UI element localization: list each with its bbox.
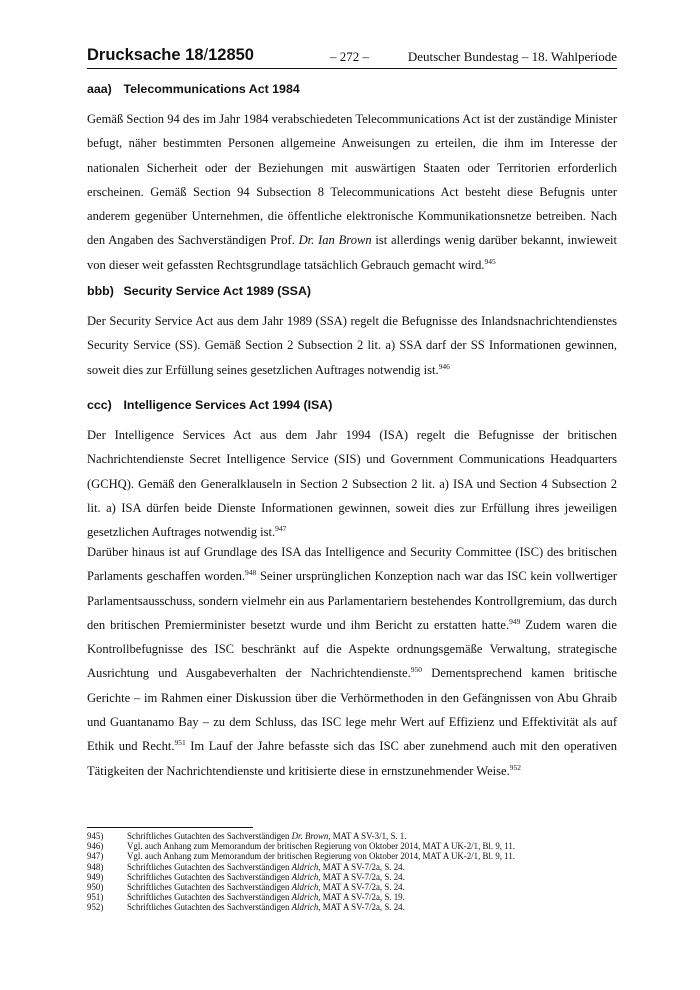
footnote-ref[interactable]: 949 <box>509 616 521 626</box>
footnote: 951) Schriftliches Gutachten des Sachverständigen Aldrich, MAT A SV-7/2a, S. 19. <box>87 892 405 903</box>
paragraph-isc: Darüber hinaus ist auf Grundlage des ISA das Intelligence and Security Committee (ISC) des britischen Parlaments geschaffen worden.$^{948}$ Seiner ursprünglichen Konzeption nach war das ISC kein vollwertiger Parlamentsausschuss, sondern vielmehr ein aus Parlamentariern bestehendes Kontrollgremium, das durch den britischen Premierminister besetzt wurde und ihm Bericht zu erstatten hatte.$^{949}$ Zudem waren die Kontrollbefugnisse des ISC beschränkt auf die Aspekte ordnungsgemäße Verwaltung, strategische Ausrichtung und Ausgabeverhalten der Nachrichtendienste.$^{950}$ Dementsprechend kamen britische Gerichte – im Rahmen einer Diskussion über die Verhörmethoden in den Gefängnissen von Abu Ghraib und Guantanamo Bay – zu dem Schluss, das ISC lege mehr Wert auf Effizienz und Effektivität als auf Ethik und Recht.$^{951}$ Im Lauf der Jahre befasste sich das ISC aber zunehmend auch mit den operativen Tätigkeiten der Nachrichtendienste und kritisierte diese in ernstzunehmender Weise.$^{952}$ <box>87 545 618 778</box>
paragraph-telecommunications-act: Gemäß Section 94 des im Jahr 1984 verabschiedeten Telecommunications Act ist der zuständige Minister befugt, näher bestimmten Personen allgemeine Anweisungen zu erteilen, die ihm im Interesse der nationalen Sicherheit oder der Beziehungen mit auswärtigen Staaten oder Territorien erforderlich erscheinen. Gemäß Section 94 Subsection 8 Telecommunications Act besteht diese Befugnis unter anderem gegenüber Unternehmen, die öffentliche elektronische Kommunikationsnetze betreiben. Nach den Angaben des Sachverständigen Prof. Dr. Ian Brown ist allerdings wenig darüber bekannt, inwieweit von dieser weit gefassten Rechtsgrundlage tatsächlich Gebrauch gemacht wird.$^{945}$ <box>87 112 617 272</box>
footnote-ref[interactable]: 950 <box>410 665 423 675</box>
document-number: Drucksache 18/12850 <box>87 46 254 64</box>
footnote-ref[interactable]: 952 <box>509 762 522 772</box>
footnote: 947) Vgl. auch Anhang zum Memorandum der britischen Regierung von Oktober 2014, MAT A UK-2/1, Bl. 9, 11. <box>87 851 515 862</box>
footnote: 952) Schriftliches Gutachten des Sachverständigen Aldrich, MAT A SV-7/2a, S. 24. <box>87 902 405 913</box>
section-heading-ccc: ccc) Intelligence Services Act 1994 (ISA) <box>87 398 333 412</box>
institution-label: Deutscher Bundestag – 18. Wahlperiode <box>407 49 617 64</box>
footnote: 950) Schriftliches Gutachten des Sachverständigen Aldrich, MAT A SV-7/2a, S. 24. <box>87 882 405 893</box>
footnote: 948) Schriftliches Gutachten des Sachverständigen Aldrich, MAT A SV-7/2a, S. 24. <box>87 861 405 872</box>
footnote-ref[interactable]: 948 <box>245 568 257 578</box>
section-heading-bbb: bbb) Security Service Act 1989 (SSA) <box>87 284 312 298</box>
page-number: – 272 – <box>330 49 369 64</box>
section-heading-aaa: aaa) Telecommunications Act 1984 <box>87 82 300 96</box>
footnote-ref[interactable]: 946 <box>438 361 450 371</box>
footnotes <box>87 831 617 913</box>
footnote-ref[interactable]: 951 <box>174 738 186 748</box>
footnote-ref[interactable]: 947 <box>275 524 287 534</box>
footnote-divider <box>87 827 253 828</box>
footnote-ref[interactable]: 945 <box>484 256 496 266</box>
footnote: 949) Schriftliches Gutachten des Sachverständigen Aldrich, MAT A SV-7/2a, S. 24. <box>87 871 405 882</box>
paragraph-security-service-act: Der Security Service Act aus dem Jahr 1989 (SSA) regelt die Befugnisse des Inlandsnachrichtendienstes Security Service (SS). Gemäß Section 2 Subsection 2 lit. a) SSA darf der SS Informationen gewinnen, soweit dies zur Erfüllung seines gesetzlichen Auftrages notwendig ist.$^{946}$ <box>87 314 617 377</box>
paragraph-intelligence-services-act: Der Intelligence Services Act aus dem Jahr 1994 (ISA) regelt die Befugnisse der britischen Nachrichtendienste Secret Intelligence Service (SIS) und Government Communications Headquarters (GCHQ). Gemäß den Generalklauseln in Section 2 Subsection 2 lit. a) ISA und Section 4 Subsection 2 lit. a) ISA dürfen beide Dienste Informationen gewinnen, soweit dies zur Erfüllung ihres jeweiligen gesetzlichen Auftrages notwendig ist.$^{947}$ <box>87 428 617 540</box>
footnote: 946) Vgl. auch Anhang zum Memorandum der britischen Regierung von Oktober 2014, MAT A UK-2/1, Bl. 9, 11. <box>87 841 515 852</box>
footnote: 945) Schriftliches Gutachten des Sachverständigen Dr. Brown, MAT A SV-3/1, S. 1. <box>87 831 407 841</box>
page-header <box>87 46 617 69</box>
